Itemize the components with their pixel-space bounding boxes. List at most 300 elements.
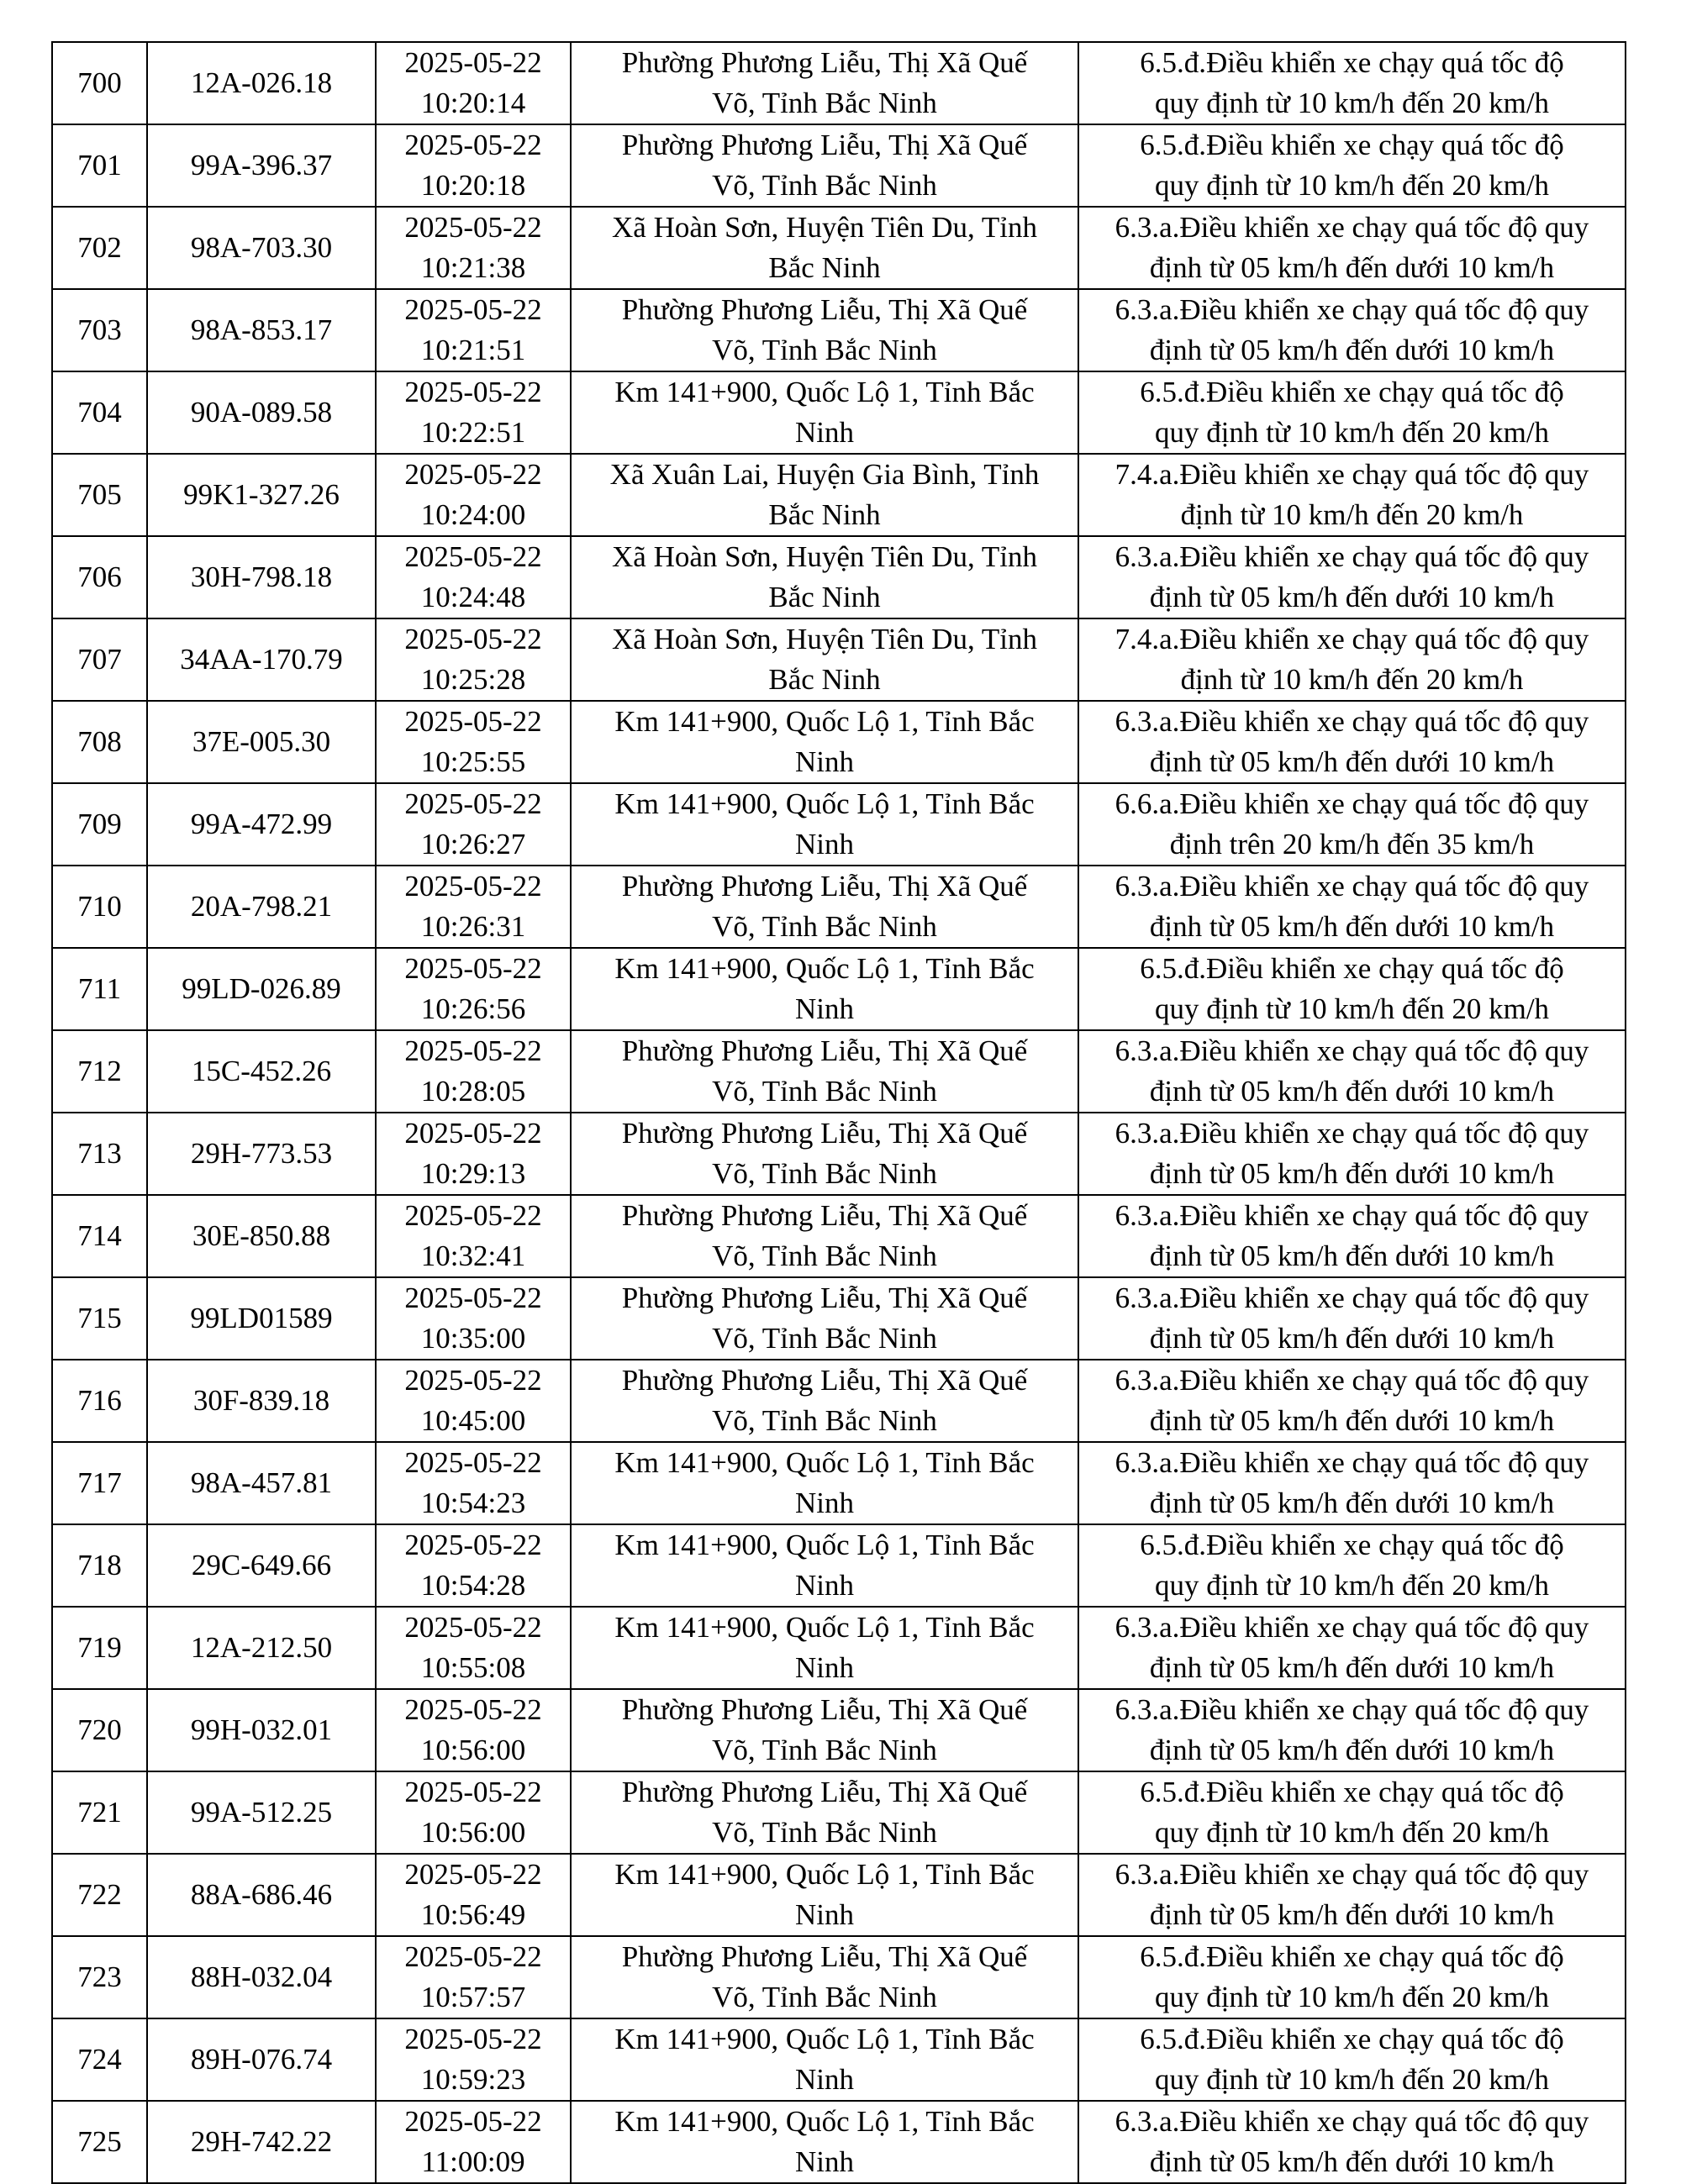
license-plate: 90A-089.58 — [190, 396, 333, 429]
location-line: Km 141+900, Quốc Lộ 1, Tỉnh Bắc — [614, 2105, 1035, 2138]
violation-date: 2025-05-22 — [404, 1693, 542, 1726]
row-number: 711 — [77, 972, 122, 1005]
row-number-cell — [52, 1030, 147, 1113]
location-line: Võ, Tỉnh Bắc Ninh — [712, 334, 937, 366]
violation-time: 10:29:13 — [420, 1157, 526, 1190]
violation-time: 11:00:09 — [421, 2145, 525, 2178]
violation-line: 6.3.a.Điều khiển xe chạy quá tốc độ quy — [1115, 1199, 1589, 1232]
row-number-cell — [52, 1689, 147, 1771]
row-number: 724 — [77, 2043, 122, 2076]
violation-line: 6.5.đ.Điều khiển xe chạy quá tốc độ — [1140, 1940, 1564, 1973]
license-plate-cell — [147, 618, 376, 701]
location-cell — [571, 1360, 1078, 1442]
timestamp-cell — [376, 2101, 571, 2183]
violation-date: 2025-05-22 — [404, 1858, 542, 1891]
timestamp-cell — [376, 701, 571, 783]
table-row — [52, 948, 1626, 1030]
table-row — [52, 42, 1626, 124]
license-plate-cell — [147, 948, 376, 1030]
violation-line: định từ 05 km/h đến dưới 10 km/h — [1149, 1898, 1555, 1931]
location-line: Võ, Tỉnh Bắc Ninh — [712, 1239, 937, 1272]
violation-time: 10:54:28 — [420, 1569, 526, 1602]
timestamp-cell — [376, 1689, 571, 1771]
violation-date: 2025-05-22 — [404, 129, 542, 161]
violation-line: 6.3.a.Điều khiển xe chạy quá tốc độ quy — [1115, 211, 1589, 244]
location-line: Ninh — [795, 1487, 854, 1519]
location-line: Km 141+900, Quốc Lộ 1, Tỉnh Bắc — [614, 1858, 1035, 1891]
violation-time: 10:20:14 — [420, 87, 526, 119]
license-plate: 99LD-026.89 — [182, 972, 341, 1005]
license-plate: 99A-512.25 — [190, 1796, 333, 1829]
violation-date: 2025-05-22 — [404, 293, 542, 326]
violation-line: 6.3.a.Điều khiển xe chạy quá tốc độ quy — [1115, 705, 1589, 738]
violation-time: 10:20:18 — [420, 169, 526, 202]
license-plate: 98A-703.30 — [190, 231, 333, 264]
violation-date: 2025-05-22 — [404, 211, 542, 244]
location-line: Phường Phương Liễu, Thị Xã Quế — [621, 1034, 1028, 1067]
violation-cell — [1078, 2101, 1626, 2183]
violation-cell — [1078, 1854, 1626, 1936]
violation-line: 6.3.a.Điều khiển xe chạy quá tốc độ quy — [1115, 1446, 1589, 1479]
table-row — [52, 1030, 1626, 1113]
violation-date: 2025-05-22 — [404, 1199, 542, 1232]
row-number: 720 — [77, 1713, 122, 1746]
timestamp-cell — [376, 1607, 571, 1689]
row-number-cell — [52, 124, 147, 207]
timestamp-cell — [376, 1360, 571, 1442]
license-plate: 37E-005.30 — [192, 725, 331, 758]
violation-date: 2025-05-22 — [404, 1364, 542, 1397]
license-plate-cell — [147, 1771, 376, 1854]
violation-line: định từ 05 km/h đến dưới 10 km/h — [1149, 1322, 1555, 1355]
license-plate-cell — [147, 1277, 376, 1360]
violation-line: 7.4.a.Điều khiển xe chạy quá tốc độ quy — [1115, 458, 1589, 491]
violation-cell — [1078, 1195, 1626, 1277]
violation-cell — [1078, 1936, 1626, 2018]
violation-line: quy định từ 10 km/h đến 20 km/h — [1154, 1981, 1550, 2013]
violation-line: 7.4.a.Điều khiển xe chạy quá tốc độ quy — [1115, 623, 1589, 655]
location-line: Km 141+900, Quốc Lộ 1, Tỉnh Bắc — [614, 705, 1035, 738]
violation-line: 6.3.a.Điều khiển xe chạy quá tốc độ quy — [1115, 1364, 1589, 1397]
row-number-cell — [52, 948, 147, 1030]
violation-time: 10:35:00 — [420, 1322, 526, 1355]
timestamp-cell — [376, 42, 571, 124]
license-plate-cell — [147, 42, 376, 124]
timestamp-cell — [376, 866, 571, 948]
violation-cell — [1078, 866, 1626, 948]
license-plate-cell — [147, 454, 376, 536]
violation-date: 2025-05-22 — [404, 376, 542, 408]
violation-line: 6.5.đ.Điều khiển xe chạy quá tốc độ — [1140, 2023, 1564, 2055]
license-plate: 89H-076.74 — [190, 2043, 333, 2076]
location-line: Xã Xuân Lai, Huyện Gia Bình, Tỉnh — [609, 458, 1040, 491]
violation-time: 10:21:38 — [420, 251, 526, 284]
violation-date: 2025-05-22 — [404, 787, 542, 820]
row-number-cell — [52, 1360, 147, 1442]
violation-cell — [1078, 1771, 1626, 1854]
timestamp-cell — [376, 1030, 571, 1113]
license-plate-cell — [147, 2018, 376, 2101]
row-number: 723 — [77, 1960, 122, 1993]
location-line: Phường Phương Liễu, Thị Xã Quế — [621, 129, 1028, 161]
table-row — [52, 1771, 1626, 1854]
violation-line: 6.5.đ.Điều khiển xe chạy quá tốc độ — [1140, 1529, 1564, 1561]
row-number: 713 — [77, 1137, 122, 1170]
row-number-cell — [52, 1524, 147, 1607]
violation-cell — [1078, 207, 1626, 289]
violation-date: 2025-05-22 — [404, 705, 542, 738]
row-number-cell — [52, 1607, 147, 1689]
timestamp-cell — [376, 289, 571, 371]
timestamp-cell — [376, 124, 571, 207]
table-row — [52, 454, 1626, 536]
row-number: 715 — [77, 1302, 122, 1334]
license-plate: 12A-212.50 — [190, 1631, 333, 1664]
license-plate: 12A-026.18 — [190, 66, 333, 99]
violation-time: 10:25:28 — [420, 663, 526, 696]
violation-cell — [1078, 42, 1626, 124]
location-line: Bắc Ninh — [768, 498, 881, 531]
violation-date: 2025-05-22 — [404, 1529, 542, 1561]
violation-time: 10:56:00 — [420, 1816, 526, 1849]
location-cell — [571, 783, 1078, 866]
location-line: Ninh — [795, 745, 854, 778]
location-line: Km 141+900, Quốc Lộ 1, Tỉnh Bắc — [614, 787, 1035, 820]
violation-time: 10:21:51 — [420, 334, 526, 366]
location-line: Phường Phương Liễu, Thị Xã Quế — [621, 1199, 1028, 1232]
violation-line: 6.3.a.Điều khiển xe chạy quá tốc độ quy — [1115, 540, 1589, 573]
row-number-cell — [52, 1195, 147, 1277]
violation-date: 2025-05-22 — [404, 1281, 542, 1314]
violation-date: 2025-05-22 — [404, 1776, 542, 1808]
license-plate: 99K1-327.26 — [183, 478, 340, 511]
license-plate-cell — [147, 1936, 376, 2018]
table-row — [52, 701, 1626, 783]
violation-line: định từ 05 km/h đến dưới 10 km/h — [1149, 745, 1555, 778]
row-number-cell — [52, 1113, 147, 1195]
violation-time: 10:32:41 — [420, 1239, 526, 1272]
violation-line: định từ 05 km/h đến dưới 10 km/h — [1149, 2145, 1555, 2178]
table-row — [52, 1689, 1626, 1771]
row-number: 717 — [77, 1466, 122, 1499]
timestamp-cell — [376, 536, 571, 618]
table-row — [52, 124, 1626, 207]
license-plate: 99H-032.01 — [190, 1713, 333, 1746]
location-line: Võ, Tỉnh Bắc Ninh — [712, 1734, 937, 1766]
location-cell — [571, 1030, 1078, 1113]
location-cell — [571, 1607, 1078, 1689]
row-number-cell — [52, 536, 147, 618]
license-plate: 29H-773.53 — [190, 1137, 333, 1170]
table-row — [52, 289, 1626, 371]
location-line: Km 141+900, Quốc Lộ 1, Tỉnh Bắc — [614, 1529, 1035, 1561]
location-cell — [571, 1771, 1078, 1854]
location-line: Xã Hoàn Sơn, Huyện Tiên Du, Tỉnh — [612, 540, 1037, 573]
row-number-cell — [52, 371, 147, 454]
location-cell — [571, 207, 1078, 289]
location-line: Võ, Tỉnh Bắc Ninh — [712, 87, 937, 119]
row-number-cell — [52, 783, 147, 866]
violation-cell — [1078, 1113, 1626, 1195]
row-number: 700 — [77, 66, 122, 99]
timestamp-cell — [376, 1113, 571, 1195]
row-number: 709 — [77, 808, 122, 840]
location-line: Ninh — [795, 1569, 854, 1602]
license-plate-cell — [147, 124, 376, 207]
license-plate-cell — [147, 1524, 376, 1607]
location-line: Xã Hoàn Sơn, Huyện Tiên Du, Tỉnh — [612, 211, 1037, 244]
location-cell — [571, 1277, 1078, 1360]
violation-cell — [1078, 1607, 1626, 1689]
timestamp-cell — [376, 2018, 571, 2101]
violation-time: 10:24:00 — [420, 498, 526, 531]
license-plate: 98A-853.17 — [190, 313, 333, 346]
location-line: Ninh — [795, 828, 854, 860]
location-cell — [571, 866, 1078, 948]
violation-date: 2025-05-22 — [404, 2023, 542, 2055]
violation-line: định từ 05 km/h đến dưới 10 km/h — [1149, 910, 1555, 943]
row-number-cell — [52, 2018, 147, 2101]
violation-line: quy định từ 10 km/h đến 20 km/h — [1154, 1816, 1550, 1849]
license-plate-cell — [147, 207, 376, 289]
violation-line: định từ 05 km/h đến dưới 10 km/h — [1149, 1239, 1555, 1272]
violation-cell — [1078, 948, 1626, 1030]
location-line: Võ, Tỉnh Bắc Ninh — [712, 169, 937, 202]
location-cell — [571, 618, 1078, 701]
violation-date: 2025-05-22 — [404, 1117, 542, 1150]
violation-time: 10:55:08 — [420, 1651, 526, 1684]
license-plate: 99A-472.99 — [190, 808, 333, 840]
location-line: Km 141+900, Quốc Lộ 1, Tỉnh Bắc — [614, 2023, 1035, 2055]
location-cell — [571, 1195, 1078, 1277]
violation-cell — [1078, 1360, 1626, 1442]
timestamp-cell — [376, 1771, 571, 1854]
timestamp-cell — [376, 1195, 571, 1277]
table-row — [52, 207, 1626, 289]
table-row — [52, 1936, 1626, 2018]
row-number-cell — [52, 2101, 147, 2183]
license-plate: 98A-457.81 — [190, 1466, 333, 1499]
license-plate-cell — [147, 2101, 376, 2183]
license-plate-cell — [147, 1607, 376, 1689]
license-plate-cell — [147, 1854, 376, 1936]
violation-line: định từ 10 km/h đến 20 km/h — [1180, 663, 1524, 696]
table-row — [52, 1113, 1626, 1195]
row-number-cell — [52, 1277, 147, 1360]
violation-date: 2025-05-22 — [404, 1034, 542, 1067]
location-line: Phường Phương Liễu, Thị Xã Quế — [621, 870, 1028, 903]
violation-time: 10:56:00 — [420, 1734, 526, 1766]
violation-time: 10:24:48 — [420, 581, 526, 613]
violation-date: 2025-05-22 — [404, 1611, 542, 1644]
table-row — [52, 618, 1626, 701]
row-number-cell — [52, 1936, 147, 2018]
row-number-cell — [52, 866, 147, 948]
timestamp-cell — [376, 1524, 571, 1607]
violation-line: định từ 10 km/h đến 20 km/h — [1180, 498, 1524, 531]
violation-line: định trên 20 km/h đến 35 km/h — [1169, 828, 1535, 860]
violation-line: quy định từ 10 km/h đến 20 km/h — [1154, 87, 1550, 119]
location-line: Ninh — [795, 1651, 854, 1684]
location-line: Km 141+900, Quốc Lộ 1, Tỉnh Bắc — [614, 1611, 1035, 1644]
violation-line: 6.3.a.Điều khiển xe chạy quá tốc độ quy — [1115, 1693, 1589, 1726]
row-number-cell — [52, 289, 147, 371]
row-number-cell — [52, 1854, 147, 1936]
location-cell — [571, 454, 1078, 536]
license-plate-cell — [147, 1442, 376, 1524]
table-body — [52, 42, 1626, 2183]
violation-cell — [1078, 454, 1626, 536]
row-number-cell — [52, 42, 147, 124]
violation-line: định từ 05 km/h đến dưới 10 km/h — [1149, 251, 1555, 284]
violation-line: 6.5.đ.Điều khiển xe chạy quá tốc độ — [1140, 46, 1564, 79]
row-number: 703 — [77, 313, 122, 346]
violation-date: 2025-05-22 — [404, 540, 542, 573]
license-plate: 30E-850.88 — [192, 1219, 331, 1252]
timestamp-cell — [376, 1854, 571, 1936]
location-cell — [571, 124, 1078, 207]
row-number: 716 — [77, 1384, 122, 1417]
row-number: 710 — [77, 890, 122, 923]
location-cell — [571, 1854, 1078, 1936]
license-plate-cell — [147, 701, 376, 783]
violation-line: định từ 05 km/h đến dưới 10 km/h — [1149, 1734, 1555, 1766]
timestamp-cell — [376, 783, 571, 866]
violation-cell — [1078, 1689, 1626, 1771]
location-line: Phường Phương Liễu, Thị Xã Quế — [621, 1940, 1028, 1973]
timestamp-cell — [376, 454, 571, 536]
row-number: 722 — [77, 1878, 122, 1911]
row-number-cell — [52, 1771, 147, 1854]
license-plate: 99A-396.37 — [190, 149, 333, 182]
table-row — [52, 1195, 1626, 1277]
location-line: Bắc Ninh — [768, 663, 881, 696]
location-line: Võ, Tỉnh Bắc Ninh — [712, 1404, 937, 1437]
location-line: Km 141+900, Quốc Lộ 1, Tỉnh Bắc — [614, 376, 1035, 408]
violation-line: định từ 05 km/h đến dưới 10 km/h — [1149, 1487, 1555, 1519]
violation-line: 6.5.đ.Điều khiển xe chạy quá tốc độ — [1140, 129, 1564, 161]
violation-line: 6.3.a.Điều khiển xe chạy quá tốc độ quy — [1115, 1281, 1589, 1314]
license-plate: 30F-839.18 — [192, 1384, 330, 1417]
location-cell — [571, 1113, 1078, 1195]
row-number: 704 — [77, 396, 122, 429]
location-line: Ninh — [795, 2063, 854, 2096]
location-line: Phường Phương Liễu, Thị Xã Quế — [621, 1281, 1028, 1314]
license-plate: 15C-452.26 — [191, 1055, 332, 1087]
violation-cell — [1078, 289, 1626, 371]
location-cell — [571, 1689, 1078, 1771]
row-number: 708 — [77, 725, 122, 758]
violation-cell — [1078, 1442, 1626, 1524]
violation-cell — [1078, 1277, 1626, 1360]
location-cell — [571, 289, 1078, 371]
location-line: Km 141+900, Quốc Lộ 1, Tỉnh Bắc — [614, 952, 1035, 985]
table-row — [52, 371, 1626, 454]
license-plate-cell — [147, 536, 376, 618]
license-plate-cell — [147, 866, 376, 948]
violation-line: định từ 05 km/h đến dưới 10 km/h — [1149, 1651, 1555, 1684]
row-number-cell — [52, 454, 147, 536]
timestamp-cell — [376, 1277, 571, 1360]
location-line: Võ, Tỉnh Bắc Ninh — [712, 1157, 937, 1190]
violation-line: định từ 05 km/h đến dưới 10 km/h — [1149, 334, 1555, 366]
row-number: 712 — [77, 1055, 122, 1087]
violation-cell — [1078, 2018, 1626, 2101]
timestamp-cell — [376, 1936, 571, 2018]
location-line: Võ, Tỉnh Bắc Ninh — [712, 1816, 937, 1849]
license-plate-cell — [147, 1360, 376, 1442]
violation-cell — [1078, 618, 1626, 701]
violation-time: 10:45:00 — [420, 1404, 526, 1437]
table-row — [52, 1607, 1626, 1689]
violation-time: 10:56:49 — [420, 1898, 526, 1931]
violation-date: 2025-05-22 — [404, 952, 542, 985]
violation-line: định từ 05 km/h đến dưới 10 km/h — [1149, 1157, 1555, 1190]
row-number-cell — [52, 618, 147, 701]
license-plate: 20A-798.21 — [190, 890, 333, 923]
violation-line: quy định từ 10 km/h đến 20 km/h — [1154, 169, 1550, 202]
license-plate: 29H-742.22 — [190, 2125, 333, 2158]
location-cell — [571, 2101, 1078, 2183]
location-cell — [571, 1936, 1078, 2018]
location-line: Võ, Tỉnh Bắc Ninh — [712, 1981, 937, 2013]
table-row — [52, 866, 1626, 948]
violation-cell — [1078, 124, 1626, 207]
violation-line: quy định từ 10 km/h đến 20 km/h — [1154, 416, 1550, 449]
violation-line: 6.5.đ.Điều khiển xe chạy quá tốc độ — [1140, 952, 1564, 985]
violation-line: quy định từ 10 km/h đến 20 km/h — [1154, 2063, 1550, 2096]
table-row — [52, 1854, 1626, 1936]
row-number: 702 — [77, 231, 122, 264]
location-cell — [571, 948, 1078, 1030]
violation-date: 2025-05-22 — [404, 1446, 542, 1479]
location-line: Võ, Tỉnh Bắc Ninh — [712, 1075, 937, 1108]
violation-date: 2025-05-22 — [404, 870, 542, 903]
violation-line: 6.3.a.Điều khiển xe chạy quá tốc độ quy — [1115, 1611, 1589, 1644]
license-plate: 88A-686.46 — [190, 1878, 333, 1911]
table-row — [52, 536, 1626, 618]
violation-line: 6.5.đ.Điều khiển xe chạy quá tốc độ — [1140, 1776, 1564, 1808]
location-cell — [571, 1442, 1078, 1524]
location-cell — [571, 536, 1078, 618]
location-line: Võ, Tỉnh Bắc Ninh — [712, 1322, 937, 1355]
violation-line: 6.3.a.Điều khiển xe chạy quá tốc độ quy — [1115, 870, 1589, 903]
location-line: Phường Phương Liễu, Thị Xã Quế — [621, 1364, 1028, 1397]
license-plate-cell — [147, 1689, 376, 1771]
violation-date: 2025-05-22 — [404, 2105, 542, 2138]
table-row — [52, 1442, 1626, 1524]
location-cell — [571, 701, 1078, 783]
row-number: 705 — [77, 478, 122, 511]
table-row — [52, 1360, 1626, 1442]
location-line: Võ, Tỉnh Bắc Ninh — [712, 910, 937, 943]
license-plate: 30H-798.18 — [190, 560, 333, 593]
location-line: Km 141+900, Quốc Lộ 1, Tỉnh Bắc — [614, 1446, 1035, 1479]
violations-table — [51, 41, 1626, 2184]
violation-time: 10:28:05 — [420, 1075, 526, 1108]
location-cell — [571, 2018, 1078, 2101]
license-plate: 99LD01589 — [190, 1302, 333, 1334]
location-line: Phường Phương Liễu, Thị Xã Quế — [621, 1776, 1028, 1808]
row-number: 701 — [77, 149, 122, 182]
row-number: 706 — [77, 560, 122, 593]
violation-line: quy định từ 10 km/h đến 20 km/h — [1154, 1569, 1550, 1602]
row-number-cell — [52, 1442, 147, 1524]
location-cell — [571, 1524, 1078, 1607]
license-plate-cell — [147, 371, 376, 454]
license-plate: 88H-032.04 — [190, 1960, 333, 1993]
license-plate-cell — [147, 783, 376, 866]
